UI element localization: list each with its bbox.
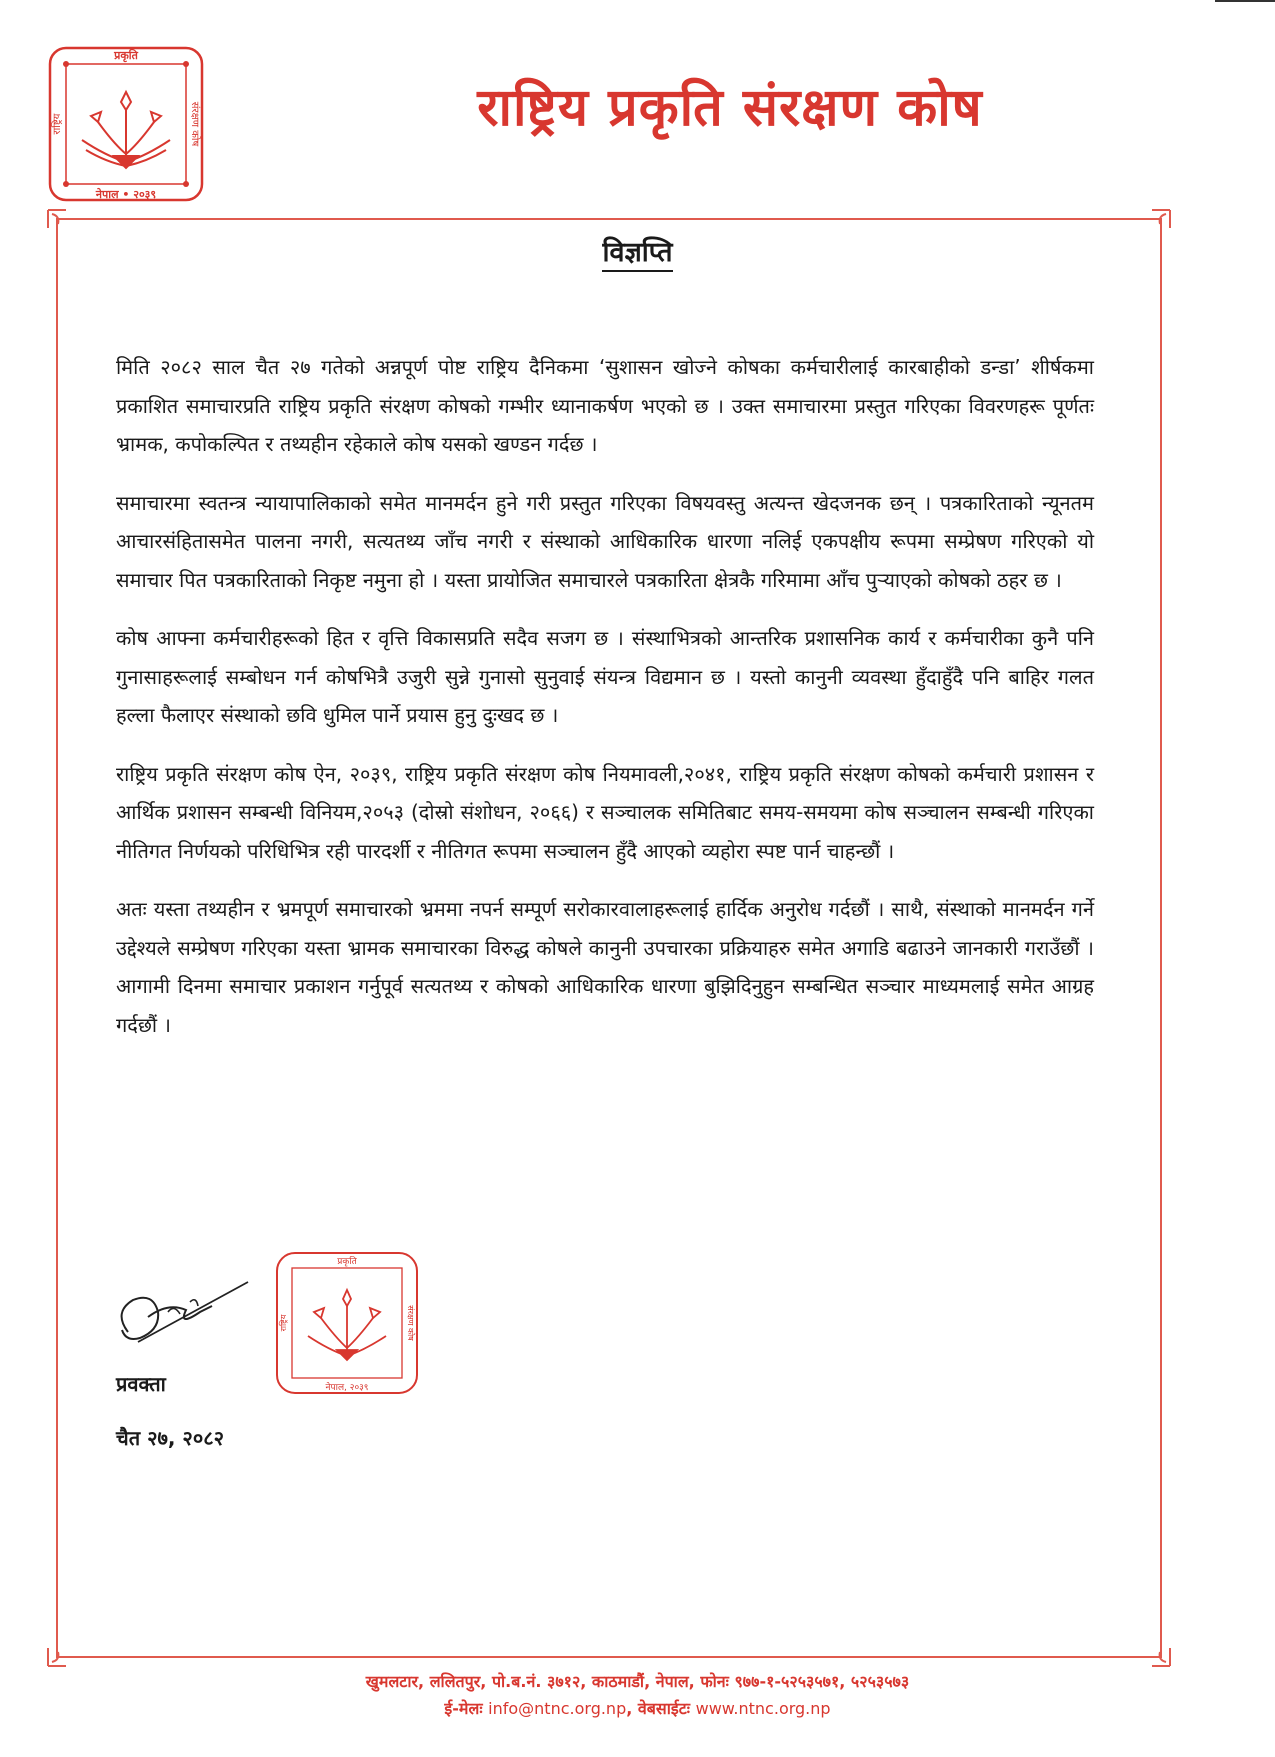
logo-right-text: संरक्षण कोष — [189, 101, 200, 147]
notice-paragraph: राष्ट्रिय प्रकृति संरक्षण कोष ऐन, २०३९, राष्ट्रिय प्रकृति संरक्षण कोष नियमावली,२०४१, राष्ट्रिय प्रकृति संरक्षण कोषको कर्मचारी प्रशासन र आर्थिक प्रशासन सम्बन्धी विनियम,२०५३ (दोस्रो संशोधन, २०६६) र सञ्चालक समितिबाट समय-समयमा कोष सञ्चालन सम्बन्धी गरिएका नीतिगत निर्णयको परिधिभित्र रही पारदर्शी र नीतिगत रूपमा सञ्चालन हुँदै आएको व्यहोरा स्पष्ट पार्न चाहन्छौं । — [116, 761, 1094, 863]
corner-ornament-icon — [46, 1646, 68, 1668]
corner-ornament-icon — [1150, 208, 1172, 230]
corner-ornament-icon — [46, 208, 68, 230]
logo-top-text: प्रकृति — [114, 49, 138, 62]
notice-paragraph: अतः यस्ता तथ्यहीन र भ्रमपूर्ण समाचारको भ्रममा नपर्न सम्पूर्ण सरोकारवालाहरूलाई हार्दिक अनुरोध गर्दछौं । साथै, संस्थाको मानमर्दन गर्ने उद्देश्यले सम्प्रेषण गरिएका यस्ता भ्रामक समाचारका विरुद्ध कोषले कानुनी उपचारका प्रक्रियाहरु समेत अगाडि बढाउने जानकारी गराउँछौं । आगामी दिनमा समाचार प्रकाशन गर्नुपूर्व सत्यतथ्य र कोषको आधिकारिक धारणा बुझिदिनुहुन सम्बन्धित सञ्चार माध्यमलाई समेत आग्रह गर्दछौं । — [116, 897, 1094, 1037]
notice-title — [0, 232, 1275, 269]
stamp-bottom-text: नेपाल, २०३९ — [325, 1383, 369, 1393]
corner-ornament-icon — [1150, 1646, 1172, 1668]
stamp-left-text: राष्ट्रिय — [279, 1314, 288, 1332]
notice-body — [116, 348, 1094, 1064]
footer-contact: ई-मेलः info@ntnc.org.np, वेबसाईटः www.ntnc.org.np — [444, 1699, 831, 1718]
scan-edge-rule — [1215, 0, 1275, 2]
stamp-top-text: प्रकृति — [337, 1257, 357, 1267]
spokesperson-label: प्रवक्ता — [116, 1372, 166, 1396]
organization-title: राष्ट्रिय प्रकृति संरक्षण कोष — [477, 78, 983, 138]
signature-icon — [108, 1272, 258, 1367]
notice-paragraph: मिति २०८२ साल चैत २७ गतेको अन्नपूर्ण पोष्ट राष्ट्रिय दैनिकमा ‘सुशासन खोज्ने कोषका कर्मचारीलाई कारबाहीको डन्डा’ शीर्षकमा प्रकाशित समाचारप्रति राष्ट्रिय प्रकृति संरक्षण कोषको गम्भीर ध्यानाकर्षण भएको छ । उक्त समाचारमा प्रस्तुत गरिएका विवरणहरू पूर्णतः भ्रामक, कपोकल्पित र तथ्यहीन रहेकाले कोष यसको खण्डन गर्दछ । — [116, 355, 1094, 456]
footer-email-link[interactable]: info@ntnc.org.np — [488, 1699, 627, 1718]
logo-emblem-icon — [82, 92, 170, 168]
footer-website-link[interactable]: www.ntnc.org.np — [695, 1699, 831, 1718]
notice-paragraph: समाचारमा स्वतन्त्र न्यायापालिकाको समेत मानमर्दन हुने गरी प्रस्तुत गरिएका विषयवस्तु अत्यन्त खेदजनक छन् । पत्रकारिताको न्यूनतम आचारसंहितासमेत पालना नगरी, सत्यतथ्य जाँच नगरी र संस्थाको आधिकारिक धारणा नलिई एकपक्षीय रूपमा सम्प्रेषण गरिएको यो समाचार पित पत्रकारिताको निकृष्ट नमुना हो । यस्ता प्रायोजित समाचारले पत्रकारिता क्षेत्रकै गरिमामा आँच पुऱ्याएको कोषको ठहर छ । — [116, 490, 1094, 592]
notice-date: चैत २७, २०८२ — [116, 1426, 225, 1450]
footer — [0, 1668, 1275, 1722]
footer-website-label: वेबसाईटः — [637, 1699, 691, 1718]
footer-email-label: ई-मेलः — [444, 1699, 483, 1718]
logo-bottom-text: नेपाल • २०३९ — [95, 188, 157, 201]
ntnc-logo — [46, 44, 206, 204]
stamp-emblem-icon — [308, 1290, 386, 1360]
stamp-right-text: संरक्षण कोष — [406, 1305, 415, 1341]
notice-paragraph: कोष आफ्ना कर्मचारीहरूको हित र वृत्ति विकासप्रति सदैव सजग छ । संस्थाभित्रको आन्तरिक प्रशासनिक कार्य र कर्मचारीका कुनै पनि गुनासाहरूलाई सम्बोधन गर्न कोषभित्रै उजुरी सुन्ने गुनासो सुनुवाई संयन्त्र विद्यमान छ । यस्तो कानुनी व्यवस्था हुँदाहुँदै पनि बाहिर गलत हल्ला फैलाएर संस्थाको छवि धुमिल पार्ने प्रयास हुनु दुःखद छ । — [116, 626, 1094, 727]
official-stamp — [274, 1250, 420, 1396]
footer-address: खुमलटार, ललितपुर, पो.ब.नं. ३७१२, काठमाडौं, नेपाल, फोनः ९७७-१-५२५३५७१, ५२५३५७३ — [365, 1672, 910, 1691]
logo-left-text: राष्ट्रिय — [52, 113, 63, 135]
notice-title-text: विज्ञप्ति — [602, 237, 672, 272]
